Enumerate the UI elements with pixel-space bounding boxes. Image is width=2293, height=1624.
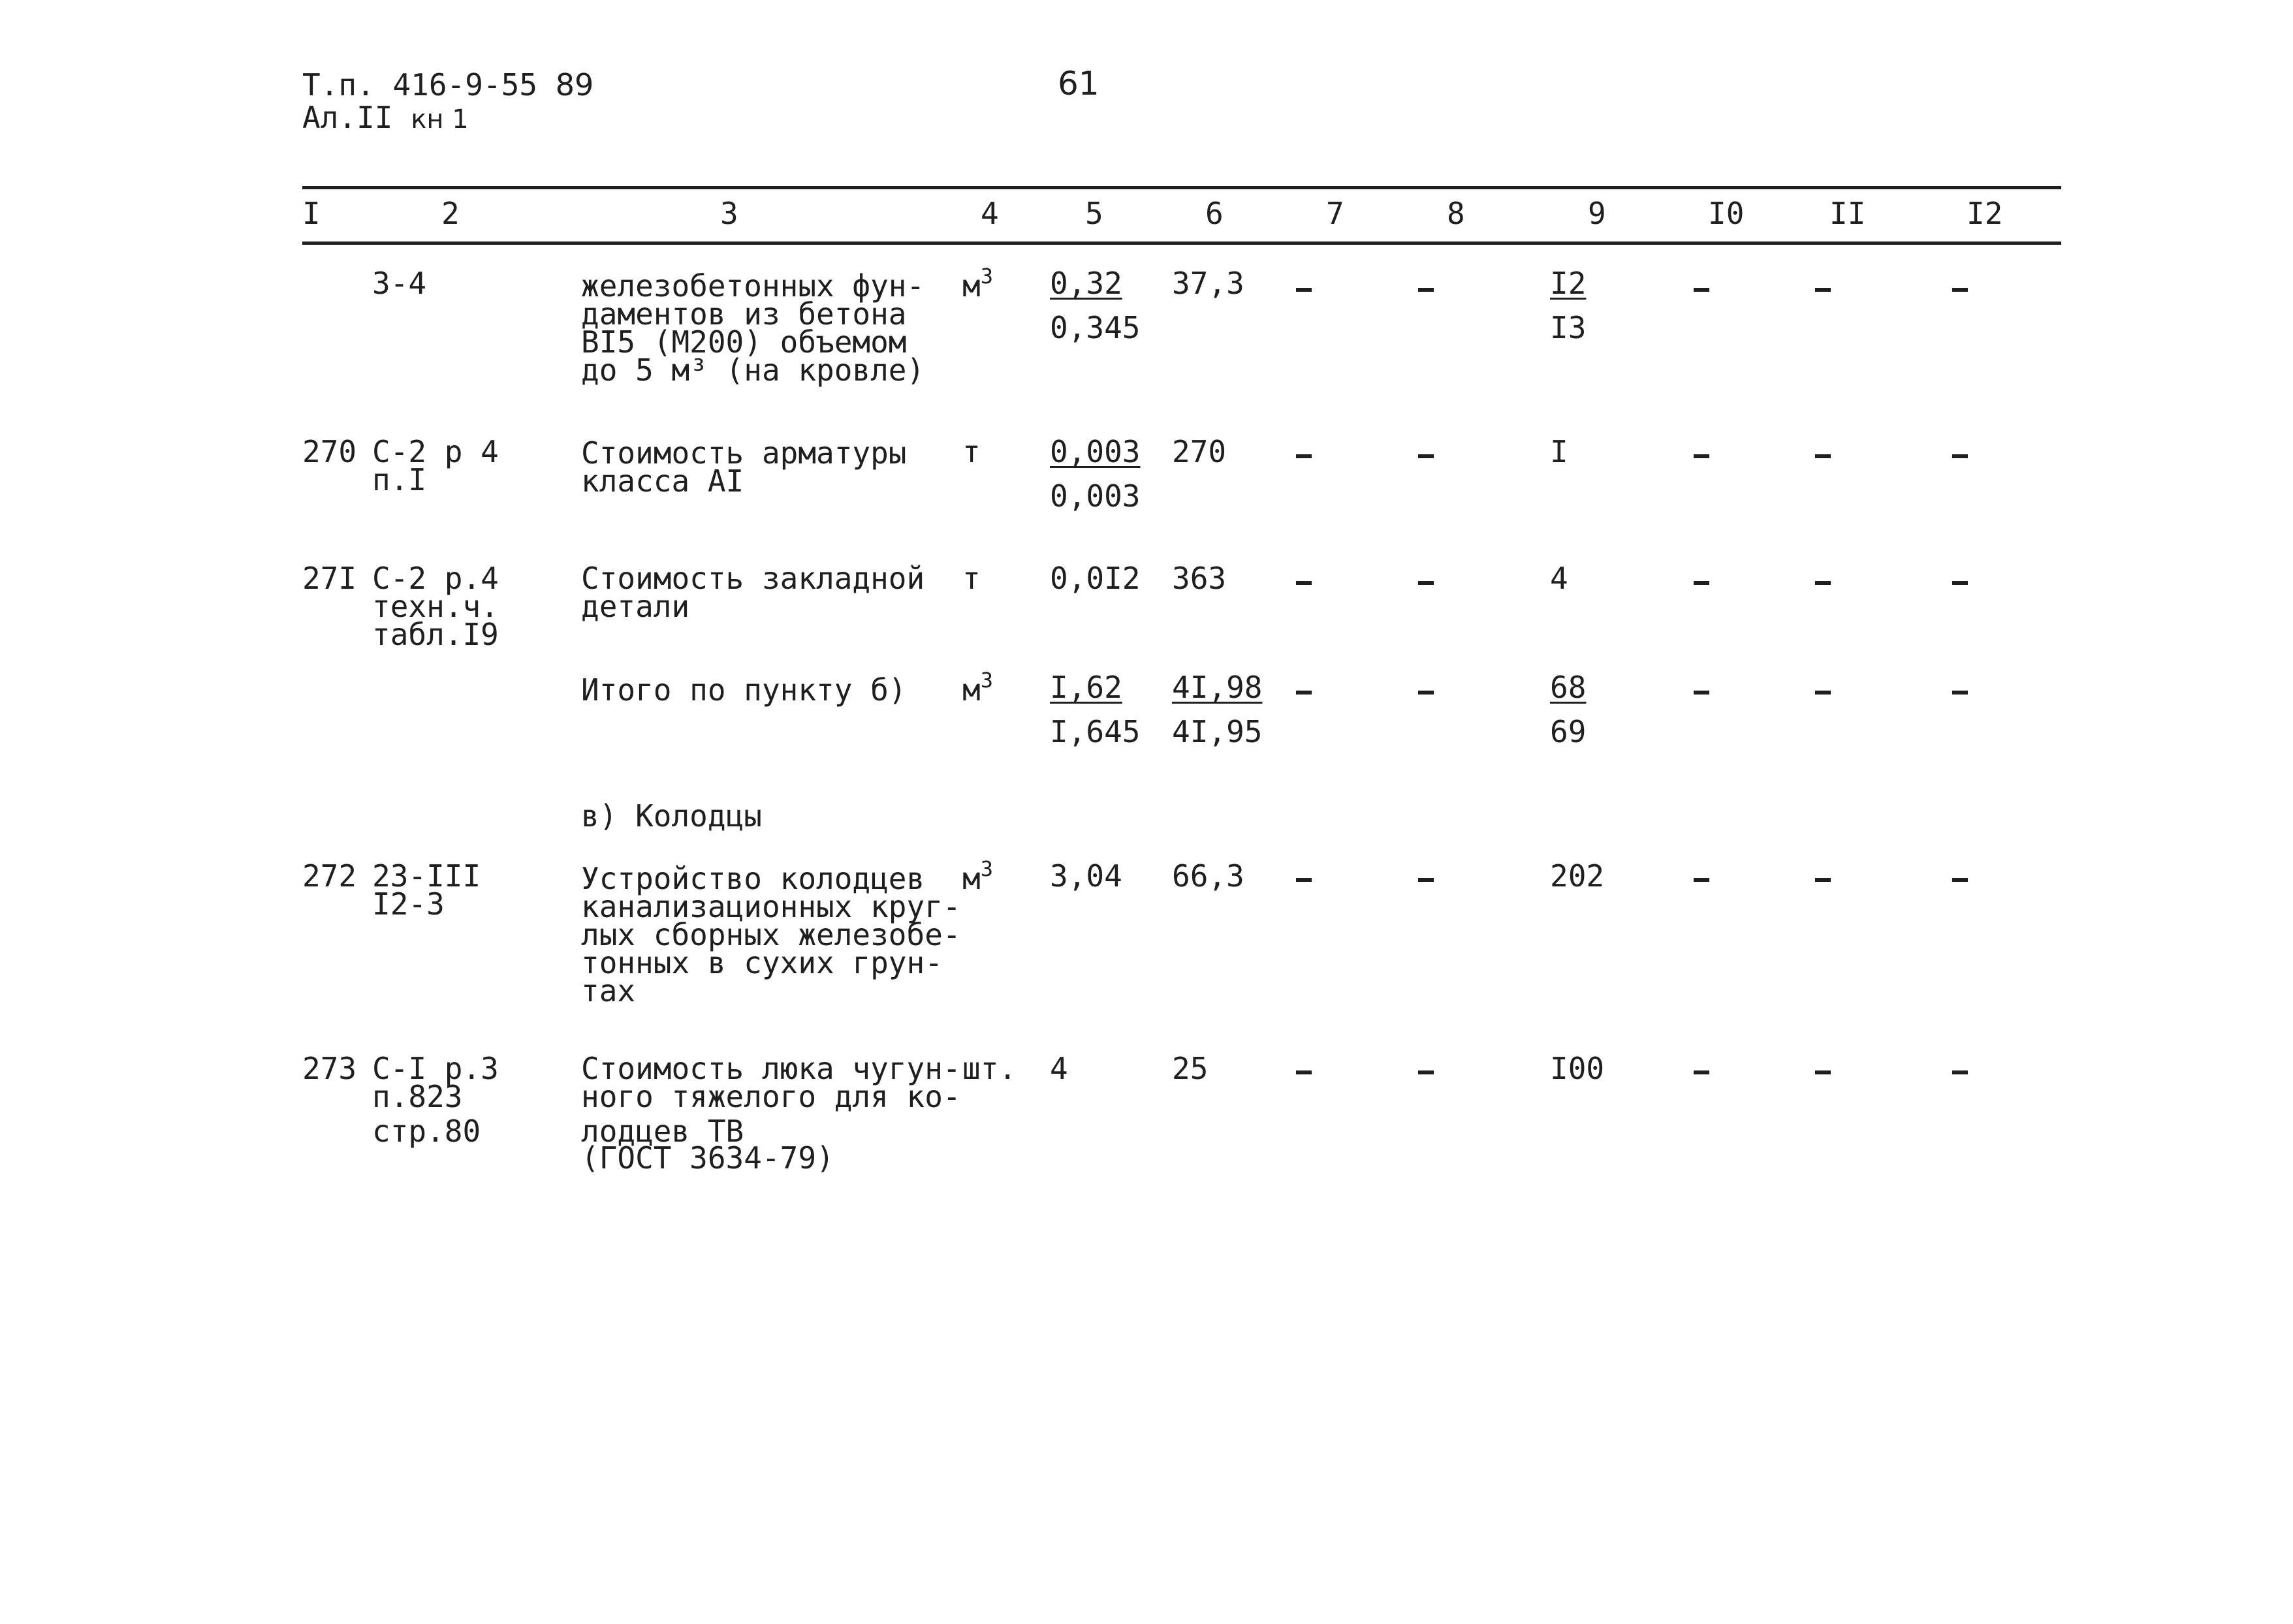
- row-unit: т: [962, 434, 981, 469]
- col-header: 7: [1326, 196, 1344, 231]
- table-top-rule: [302, 186, 2061, 189]
- col-header: 8: [1447, 196, 1465, 231]
- dash-col7: [1296, 581, 1312, 585]
- col-header: 9: [1588, 196, 1606, 231]
- cell-col5: 0,0I2: [1050, 561, 1141, 596]
- dash-col12: [1952, 1070, 1968, 1074]
- col-header: 6: [1205, 196, 1224, 231]
- cell-col9-bottom: I3: [1550, 310, 1587, 345]
- row-code: 23-III: [372, 858, 481, 894]
- cell-col9: I: [1550, 434, 1568, 469]
- row-description: даментов из бетона: [581, 296, 907, 332]
- row-description: BI5 (M200) объемом: [581, 324, 907, 360]
- dash-col8: [1418, 691, 1434, 695]
- row-code: п.I: [372, 462, 427, 497]
- cell-col5-top: I,62: [1050, 670, 1122, 705]
- subtotal-label: Итого по пункту б): [581, 672, 907, 708]
- dash-col10: [1694, 1070, 1709, 1074]
- row-description: Стоимость арматуры: [581, 435, 907, 471]
- dash-col10: [1694, 878, 1709, 882]
- row-number: 27I: [302, 561, 357, 596]
- cell-col6-top: 4I,98: [1172, 670, 1263, 705]
- row-code: техн.ч.: [372, 589, 499, 624]
- row-description: Устройство колодцев: [581, 861, 925, 896]
- row-description: ного тяжелого для ко-: [581, 1079, 961, 1114]
- cell-col5-top: 0,003: [1050, 434, 1141, 469]
- row-description: лодцев ТВ: [581, 1114, 744, 1149]
- cell-col5: 3,04: [1050, 858, 1122, 894]
- row-unit: $м^3$: [962, 668, 993, 708]
- col-header: 3: [720, 196, 738, 231]
- cell-col9-top: I2: [1550, 266, 1587, 301]
- cell-col6-bottom: 4I,95: [1172, 714, 1263, 749]
- row-code: п.823: [372, 1079, 463, 1114]
- dash-col11: [1815, 288, 1831, 292]
- dash-col8: [1418, 581, 1434, 585]
- col-header: 4: [981, 196, 999, 231]
- cell-col5-top: 0,32: [1050, 266, 1122, 301]
- dash-col10: [1694, 288, 1709, 292]
- dash-col11: [1815, 581, 1831, 585]
- doc-code: Т.п. 416-9-55 89: [302, 67, 594, 102]
- row-unit: $м^3$: [962, 264, 993, 304]
- row-code: С-2 р.4: [372, 561, 499, 596]
- cell-col5-bottom: I,645: [1050, 714, 1141, 749]
- cell-col9: 202: [1550, 858, 1605, 894]
- row-description: лых сборных железобе-: [581, 917, 961, 952]
- cell-col9-bottom: 69: [1550, 714, 1587, 749]
- cell-col9: I00: [1550, 1051, 1605, 1086]
- row-description: класса AI: [581, 463, 744, 499]
- dash-col8: [1418, 1070, 1434, 1074]
- dash-col12: [1952, 288, 1968, 292]
- dash-col11: [1815, 691, 1831, 695]
- section-heading: в) Колодцы: [581, 798, 762, 834]
- row-code: стр.80: [372, 1114, 481, 1149]
- row-unit: $м^3$: [962, 856, 993, 896]
- album-code: Ал.II кн 1: [302, 100, 469, 135]
- dash-col11: [1815, 1070, 1831, 1074]
- dash-col8: [1418, 288, 1434, 292]
- row-description: Стоимость закладной: [581, 561, 925, 596]
- dash-col11: [1815, 454, 1831, 458]
- cell-col5-bottom: 0,003: [1050, 478, 1141, 514]
- row-description: тах: [581, 973, 636, 1008]
- dash-col7: [1296, 691, 1312, 695]
- col-header: I2: [1967, 196, 2003, 231]
- row-unit: шт.: [962, 1051, 1017, 1086]
- row-code: С-2 р 4: [372, 434, 499, 469]
- dash-col10: [1694, 454, 1709, 458]
- cell-col6: 363: [1172, 561, 1227, 596]
- row-unit: т: [962, 561, 981, 596]
- dash-col12: [1952, 454, 1968, 458]
- row-code: I2-3: [372, 886, 445, 922]
- cell-col6: 270: [1172, 434, 1227, 469]
- row-description: до 5 м³ (на кровле): [581, 352, 925, 388]
- table-header-rule: [302, 242, 2061, 245]
- row-description: железобетонных фун-: [581, 268, 925, 304]
- row-description: Стоимость люка чугун-: [581, 1051, 961, 1086]
- dash-col10: [1694, 581, 1709, 585]
- col-header: I: [302, 196, 321, 231]
- dash-col7: [1296, 454, 1312, 458]
- cell-col6: 37,3: [1172, 266, 1244, 301]
- row-code: 3-4: [372, 266, 427, 301]
- row-description: детали: [581, 589, 690, 624]
- row-description: (ГОСТ 3634-79): [581, 1140, 834, 1176]
- row-code: табл.I9: [372, 617, 499, 652]
- dash-col8: [1418, 878, 1434, 882]
- dash-col7: [1296, 1070, 1312, 1074]
- dash-col12: [1952, 581, 1968, 585]
- cell-col9-top: 68: [1550, 670, 1587, 705]
- row-code: С-I р.3: [372, 1051, 499, 1086]
- col-header: 2: [441, 196, 460, 231]
- cell-col6: 25: [1172, 1051, 1209, 1086]
- dash-col12: [1952, 878, 1968, 882]
- dash-col7: [1296, 288, 1312, 292]
- cell-col5-bottom: 0,345: [1050, 310, 1141, 345]
- cell-col6: 66,3: [1172, 858, 1244, 894]
- page-number: 61: [1058, 65, 1099, 102]
- row-description: канализационных круг-: [581, 889, 961, 924]
- col-header: 5: [1085, 196, 1103, 231]
- cell-col5: 4: [1050, 1051, 1068, 1086]
- dash-col10: [1694, 691, 1709, 695]
- dash-col11: [1815, 878, 1831, 882]
- row-number: 273: [302, 1051, 357, 1086]
- col-header: I0: [1708, 196, 1745, 231]
- dash-col8: [1418, 454, 1434, 458]
- row-number: 270: [302, 434, 357, 469]
- cell-col9: 4: [1550, 561, 1568, 596]
- dash-col7: [1296, 878, 1312, 882]
- row-number: 272: [302, 858, 357, 894]
- dash-col12: [1952, 691, 1968, 695]
- row-description: тонных в сухих грун-: [581, 945, 943, 980]
- col-header: II: [1829, 196, 1866, 231]
